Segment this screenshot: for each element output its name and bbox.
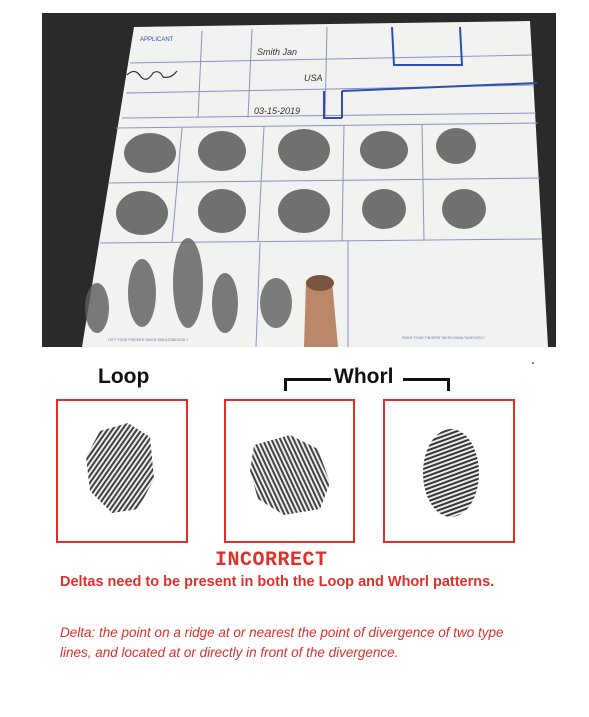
stray-dot bbox=[532, 362, 534, 364]
whorl-example-box-2 bbox=[383, 399, 515, 543]
form-name: Smith Jan bbox=[257, 47, 298, 57]
delta-requirement-note: Deltas need to be present in both the Loop and Whorl patterns. bbox=[60, 574, 495, 590]
form-footer-left: LEFT FOUR FINGERS TAKEN SIMULTANEOUSLY bbox=[108, 338, 189, 342]
whorl-fingerprint-image-1 bbox=[226, 401, 353, 541]
incorrect-verdict: INCORRECT bbox=[215, 549, 328, 572]
fingerprint-card-photo bbox=[42, 13, 556, 347]
form-citizenship: USA bbox=[304, 73, 323, 83]
form-header: APPLICANT bbox=[140, 37, 174, 43]
loop-fingerprint-image bbox=[58, 401, 186, 541]
whorl-bracket-right bbox=[403, 378, 450, 391]
whorl-label: Whorl bbox=[334, 365, 394, 388]
whorl-example-box-1 bbox=[224, 399, 355, 543]
loop-example-box bbox=[56, 399, 188, 543]
form-date: 03-15-2019 bbox=[254, 106, 301, 116]
form-footer-right: RIGHT FOUR FINGERS TAKEN SIMULTANEOUSLY bbox=[402, 336, 485, 340]
whorl-bracket-left bbox=[284, 378, 331, 391]
delta-definition: Delta: the point on a ridge at or nearest the point of divergence of two type lines, and located at or directly in front of the divergence. bbox=[60, 625, 504, 660]
loop-label: Loop bbox=[98, 365, 150, 388]
whorl-fingerprint-image-2 bbox=[385, 401, 513, 541]
